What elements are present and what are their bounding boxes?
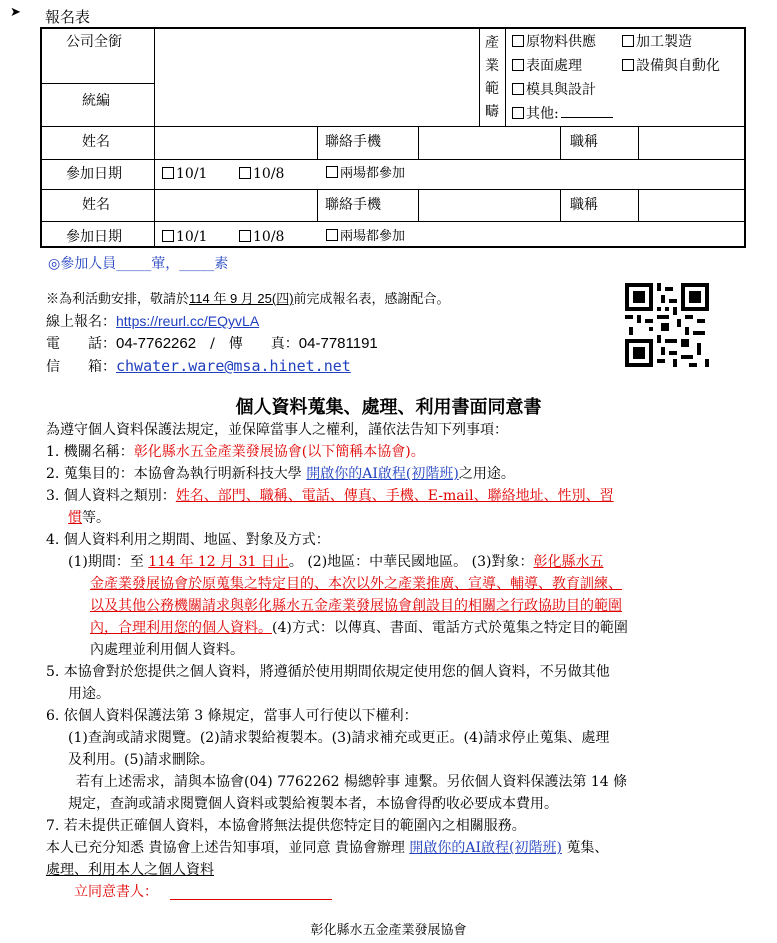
consent-item-7: 7. 若未提供正確個人資料，本協會將無法提供您特定目的範圍內之相關服務。 <box>46 818 526 834</box>
date-label: 參加日期 <box>66 166 122 182</box>
phone-label: 聯絡手機 <box>325 134 381 150</box>
consent-item-4-period: (1)期間：至 114 年 12 月 31 日止。 (2)地區：中華民國地區。 (3)對象：彰化縣水五 <box>68 554 604 570</box>
consent-item-4-target: 以及其他公務機關請求與彰化縣水五金產業發展協會創設目的相關之行政協助目的範圍 <box>90 598 622 614</box>
date-option[interactable]: 10/8 <box>239 165 284 183</box>
consent-item-2: 2. 蒐集目的：本協會為執行明新科技大學 開啟你的AI啟程(初階班)之用途。 <box>46 466 515 482</box>
consent-item-6-contact: 規定，查詢或請求閱覽個人資料或製給複製本者，本協會得酌收必要成本費用。 <box>68 796 558 812</box>
date-option[interactable]: 兩場都參加 <box>326 165 405 183</box>
registration-link[interactable]: https://reurl.cc/EQyvLA <box>116 313 260 329</box>
arrow-icon: ➤ <box>10 5 21 20</box>
online-registration: 線上報名：https://reurl.cc/EQyvLA <box>46 313 260 330</box>
industry-option[interactable]: 模具與設計 <box>512 81 596 99</box>
consent-title: 個人資料蒐集、處理、利用書面同意書 <box>235 397 542 418</box>
consent-item-5-cont: 用途。 <box>68 686 110 702</box>
consent-intro: 為遵守個人資料保護法規定，並保障當事人之權利，謹依法告知下列事項： <box>46 422 508 438</box>
email-link[interactable]: chwater.ware@msa.hinet.net <box>116 357 351 375</box>
phone-label: 聯絡手機 <box>325 197 381 213</box>
date-option[interactable]: 10/1 <box>162 165 207 183</box>
consent-item-4-target: 金產業發展協會於原蒐集之特定目的、本次以外之產業推廣、宣導、輔導、教育訓練、 <box>90 576 622 592</box>
section-title: 報名表 <box>45 8 91 26</box>
consent-item-4-method: 內處理並利用個人資料。 <box>90 642 244 658</box>
consent-item-4-method: 內，合理利用您的個人資料。(4)方式：以傳真、書面、電話方式於蒐集之特定目的範圍 <box>90 620 628 636</box>
date-option[interactable]: 10/8 <box>239 228 284 246</box>
name-label: 姓名 <box>82 134 110 150</box>
consent-item-6-rights: (1)查詢或請求閱覽。(2)請求製給複製本。(3)請求補充或更正。(4)請求停止蒐集、處理 <box>68 730 610 746</box>
consent-item-6-rights: 及利用。(5)請求刪除。 <box>68 752 214 768</box>
title-field[interactable] <box>639 190 744 221</box>
date-option[interactable]: 10/1 <box>162 228 207 246</box>
signer-field[interactable] <box>170 899 332 900</box>
title-label: 職稱 <box>570 197 598 213</box>
industry-option[interactable]: 原物料供應 <box>512 33 596 51</box>
consent-item-1: 1. 機關名稱：彰化縣水五金產業發展協會(以下簡稱本協會)。 <box>46 444 425 460</box>
consent-item-6-contact: 若有上述需求，請與本協會(04) 7762262 楊總幹事 連繫。另依個人資料保護法第 14 條 <box>76 774 628 790</box>
name-field[interactable] <box>155 190 317 221</box>
consent-agreement: 本人已充分知悉 貴協會上述告知事項，並同意 貴協會辦理 開啟你的AI啟程(初階班) 蒐集、 <box>46 840 609 856</box>
signer-label: 立同意書人： <box>74 884 158 900</box>
qr-code-icon <box>625 283 709 367</box>
tax-id-field[interactable] <box>154 84 479 126</box>
industry-option[interactable]: 加工製造 <box>622 33 692 51</box>
industry-label: 產 業 範 疇 <box>485 35 499 120</box>
contact-phone: 電 話：04-7762262 / 傳 真：04-7781191 <box>46 335 378 352</box>
title-label: 職稱 <box>570 134 598 150</box>
consent-item-4: 4. 個人資料利用之期間、地區、對象及方式： <box>46 532 330 548</box>
industry-option[interactable]: 設備與自動化 <box>622 57 720 75</box>
consent-item-6: 6. 依個人資料保護法第 3 條規定，當事人可行使以下權利： <box>46 708 418 724</box>
name-field[interactable] <box>155 127 317 159</box>
date-label: 參加日期 <box>66 229 122 245</box>
consent-agreement-cont: 處理、利用本人之個人資料 <box>46 862 214 878</box>
name-label: 姓名 <box>82 197 110 213</box>
deadline-notice: ※為利活動安排，敬請於114 年 9 月 25(四)前完成報名表，感謝配合。 <box>46 291 450 307</box>
industry-option[interactable]: 表面處理 <box>512 57 582 75</box>
phone-field[interactable] <box>419 127 560 159</box>
title-field[interactable] <box>639 127 744 159</box>
footer-org: 彰化縣水五金產業發展協會 <box>310 923 467 938</box>
company-label: 公司全銜 <box>66 34 122 50</box>
attendees-line: ◎參加人員_____葷，_____素 <box>48 256 229 272</box>
registration-form <box>40 27 746 248</box>
company-field[interactable] <box>154 29 479 83</box>
date-option[interactable]: 兩場都參加 <box>326 228 405 246</box>
industry-option-other[interactable]: 其他: <box>512 105 613 123</box>
contact-email: 信 箱：chwater.ware@msa.hinet.net <box>46 357 351 375</box>
tax-id-label: 統編 <box>82 93 110 109</box>
phone-field[interactable] <box>419 190 560 221</box>
consent-item-3-cont: 慣等。 <box>68 510 110 526</box>
consent-item-3: 3. 個人資料之類別：姓名、部門、職稱、電話、傳真、手機、E-mail、聯絡地址、性別、習 <box>46 488 614 504</box>
consent-item-5: 5. 本協會對於您提供之個人資料，將遵循於使用期間依規定使用您的個人資料，不另做其他 <box>46 664 610 680</box>
